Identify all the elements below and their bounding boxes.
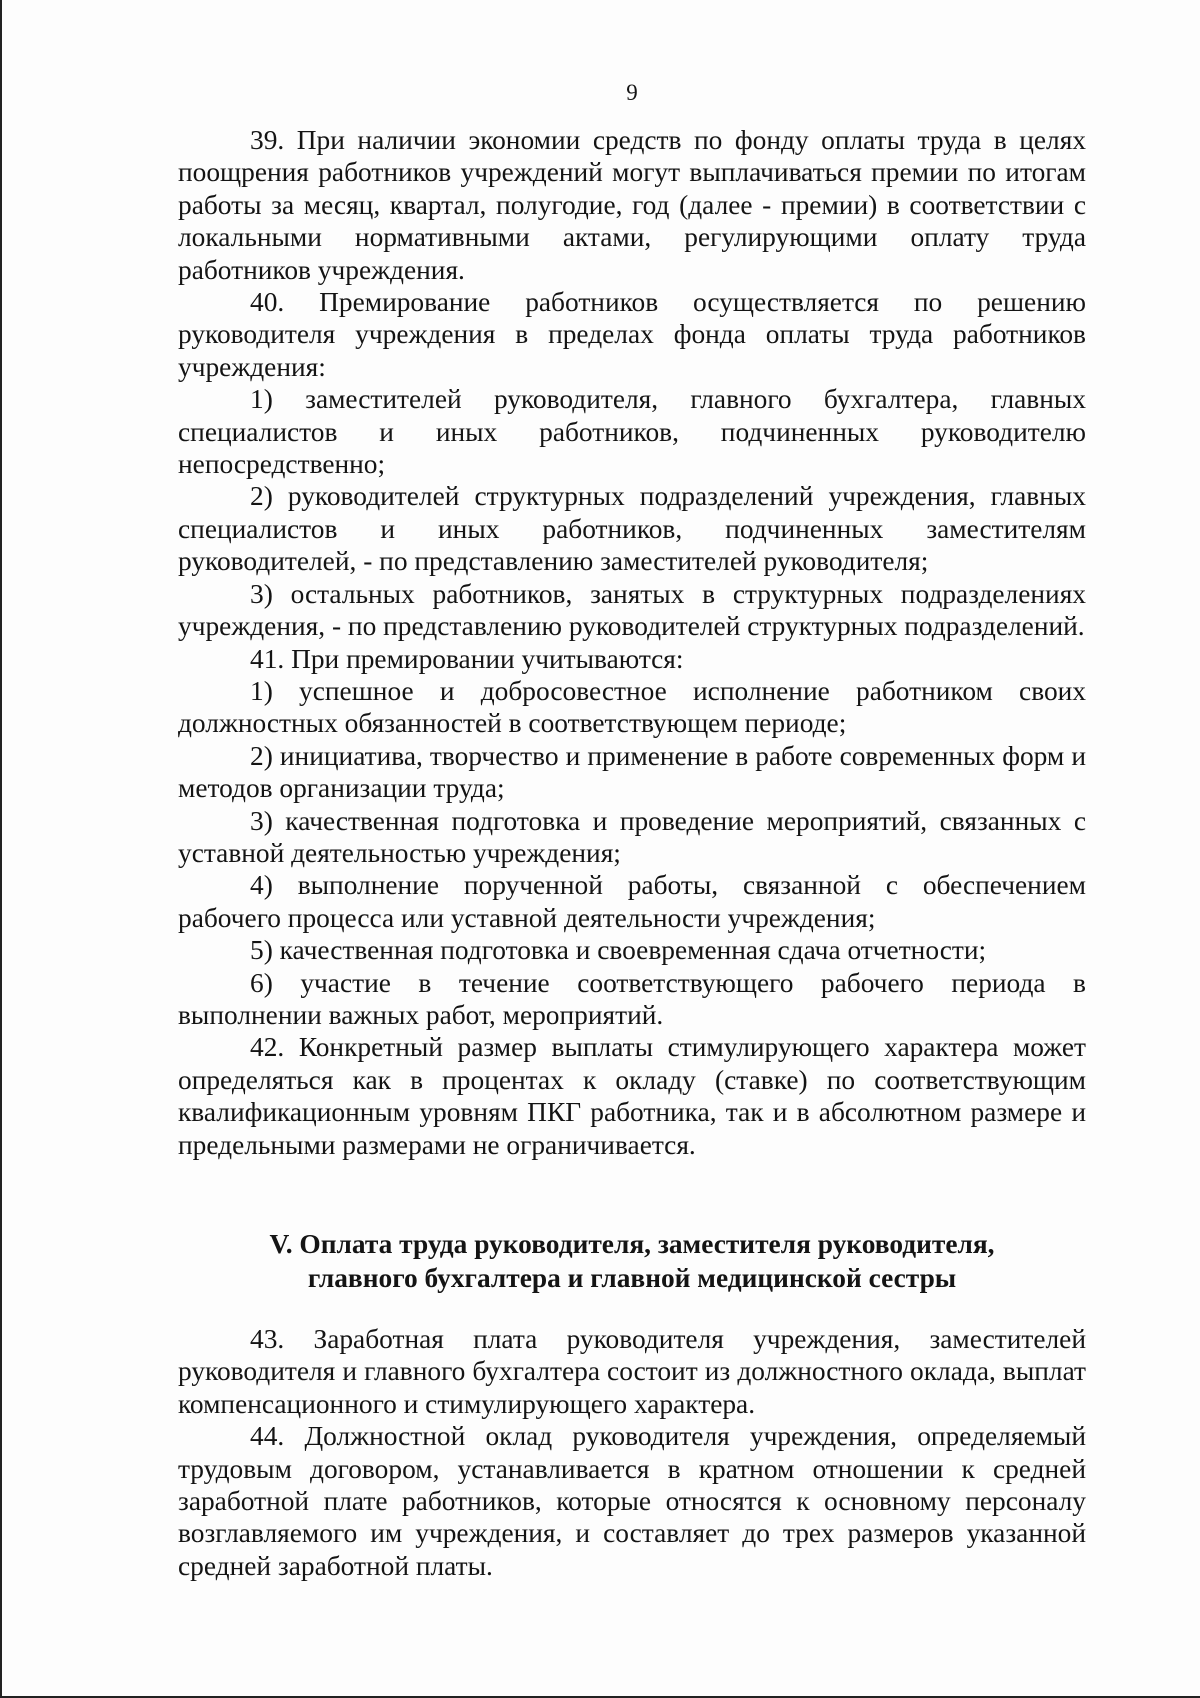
section-v-heading-line-1: V. Оплата труда руководителя, заместителя руководителя, [269, 1229, 995, 1259]
paragraph-41-item-6: 6) участие в течение соответствующего рабочего периода в выполнении важных работ, мероприятий. [178, 967, 1086, 1030]
paragraph-44: 44. Должностной оклад руководителя учреждения, определяемый трудовым договором, устанавливается в кратном отношении к средней заработной плате работников, которые относятся к основному персоналу возглавляемого им учреждения, и составляет до трех размеров указанной средней заработной платы. [178, 1421, 1086, 1581]
section-v-heading-line-2: главного бухгалтера и главной медицинской сестры [307, 1263, 957, 1293]
paragraph-43: 43. Заработная плата руководителя учреждения, заместителей руководителя и главного бухгалтера состоит из должностного оклада, выплат компенсационного и стимулирующего характера. [178, 1324, 1086, 1419]
section-v-heading [178, 1227, 1086, 1295]
paragraph-40-item-3: 3) остальных работников, занятых в структурных подразделениях учреждения, - по представлению руководителей структурных подразделений. [178, 578, 1086, 642]
page-number: 9 [626, 80, 638, 105]
paragraph-40-item-1: 1) заместителей руководителя, главного бухгалтера, главных специалистов и иных работников, подчиненных руководителю непосредственно; [178, 384, 1086, 480]
paragraph-41-item-5: 5) качественная подготовка и своевременная сдача отчетности; [250, 935, 987, 966]
paragraph-41: 41. При премировании учитываются: [250, 643, 684, 674]
paragraph-42: 42. Конкретный размер выплаты стимулирующего характера может определяться как в процентах к окладу (ставке) по соответствующим квалификационным уровням ПКГ работника, так и в абсолютном размере и предельными размерами не ограничивается. [178, 1032, 1086, 1160]
paragraph-41-item-2: 2) инициатива, творчество и применение в работе современных форм и методов организации труда; [178, 740, 1086, 804]
paragraph-41-item-4: 4) выполнение порученной работы, связанной с обеспечением рабочего процесса или уставной деятельности учреждения; [178, 870, 1086, 933]
paragraphs-bottom [178, 1323, 1086, 1582]
paragraph-39: 39. При наличии экономии средств по фонду оплаты труда в целях поощрения работников учреждений могут выплачиваться премии по итогам работы за месяц, квартал, полугодие, год (далее - премии) в соответствии с локальными нормативными актами, регулирующими оплату труда работников учреждения. [178, 125, 1086, 285]
paragraph-40: 40. Премирование работников осуществляется по решению руководителя учреждения в пределах фонда оплаты труда работников учреждения: [178, 287, 1086, 382]
paragraph-41-item-3: 3) качественная подготовка и проведение мероприятий, связанных с уставной деятельностью учреждения; [178, 805, 1086, 868]
paragraph-41-item-1: 1) успешное и добросовестное исполнение работником своих должностных обязанностей в соответствующем периоде; [178, 675, 1086, 739]
paragraph-40-item-2: 2) руководителей структурных подразделений учреждения, главных специалистов и иных работников, подчиненных заместителям руководителей, - по представлению заместителей руководителя; [178, 481, 1086, 577]
paragraphs-top [178, 124, 1086, 1161]
